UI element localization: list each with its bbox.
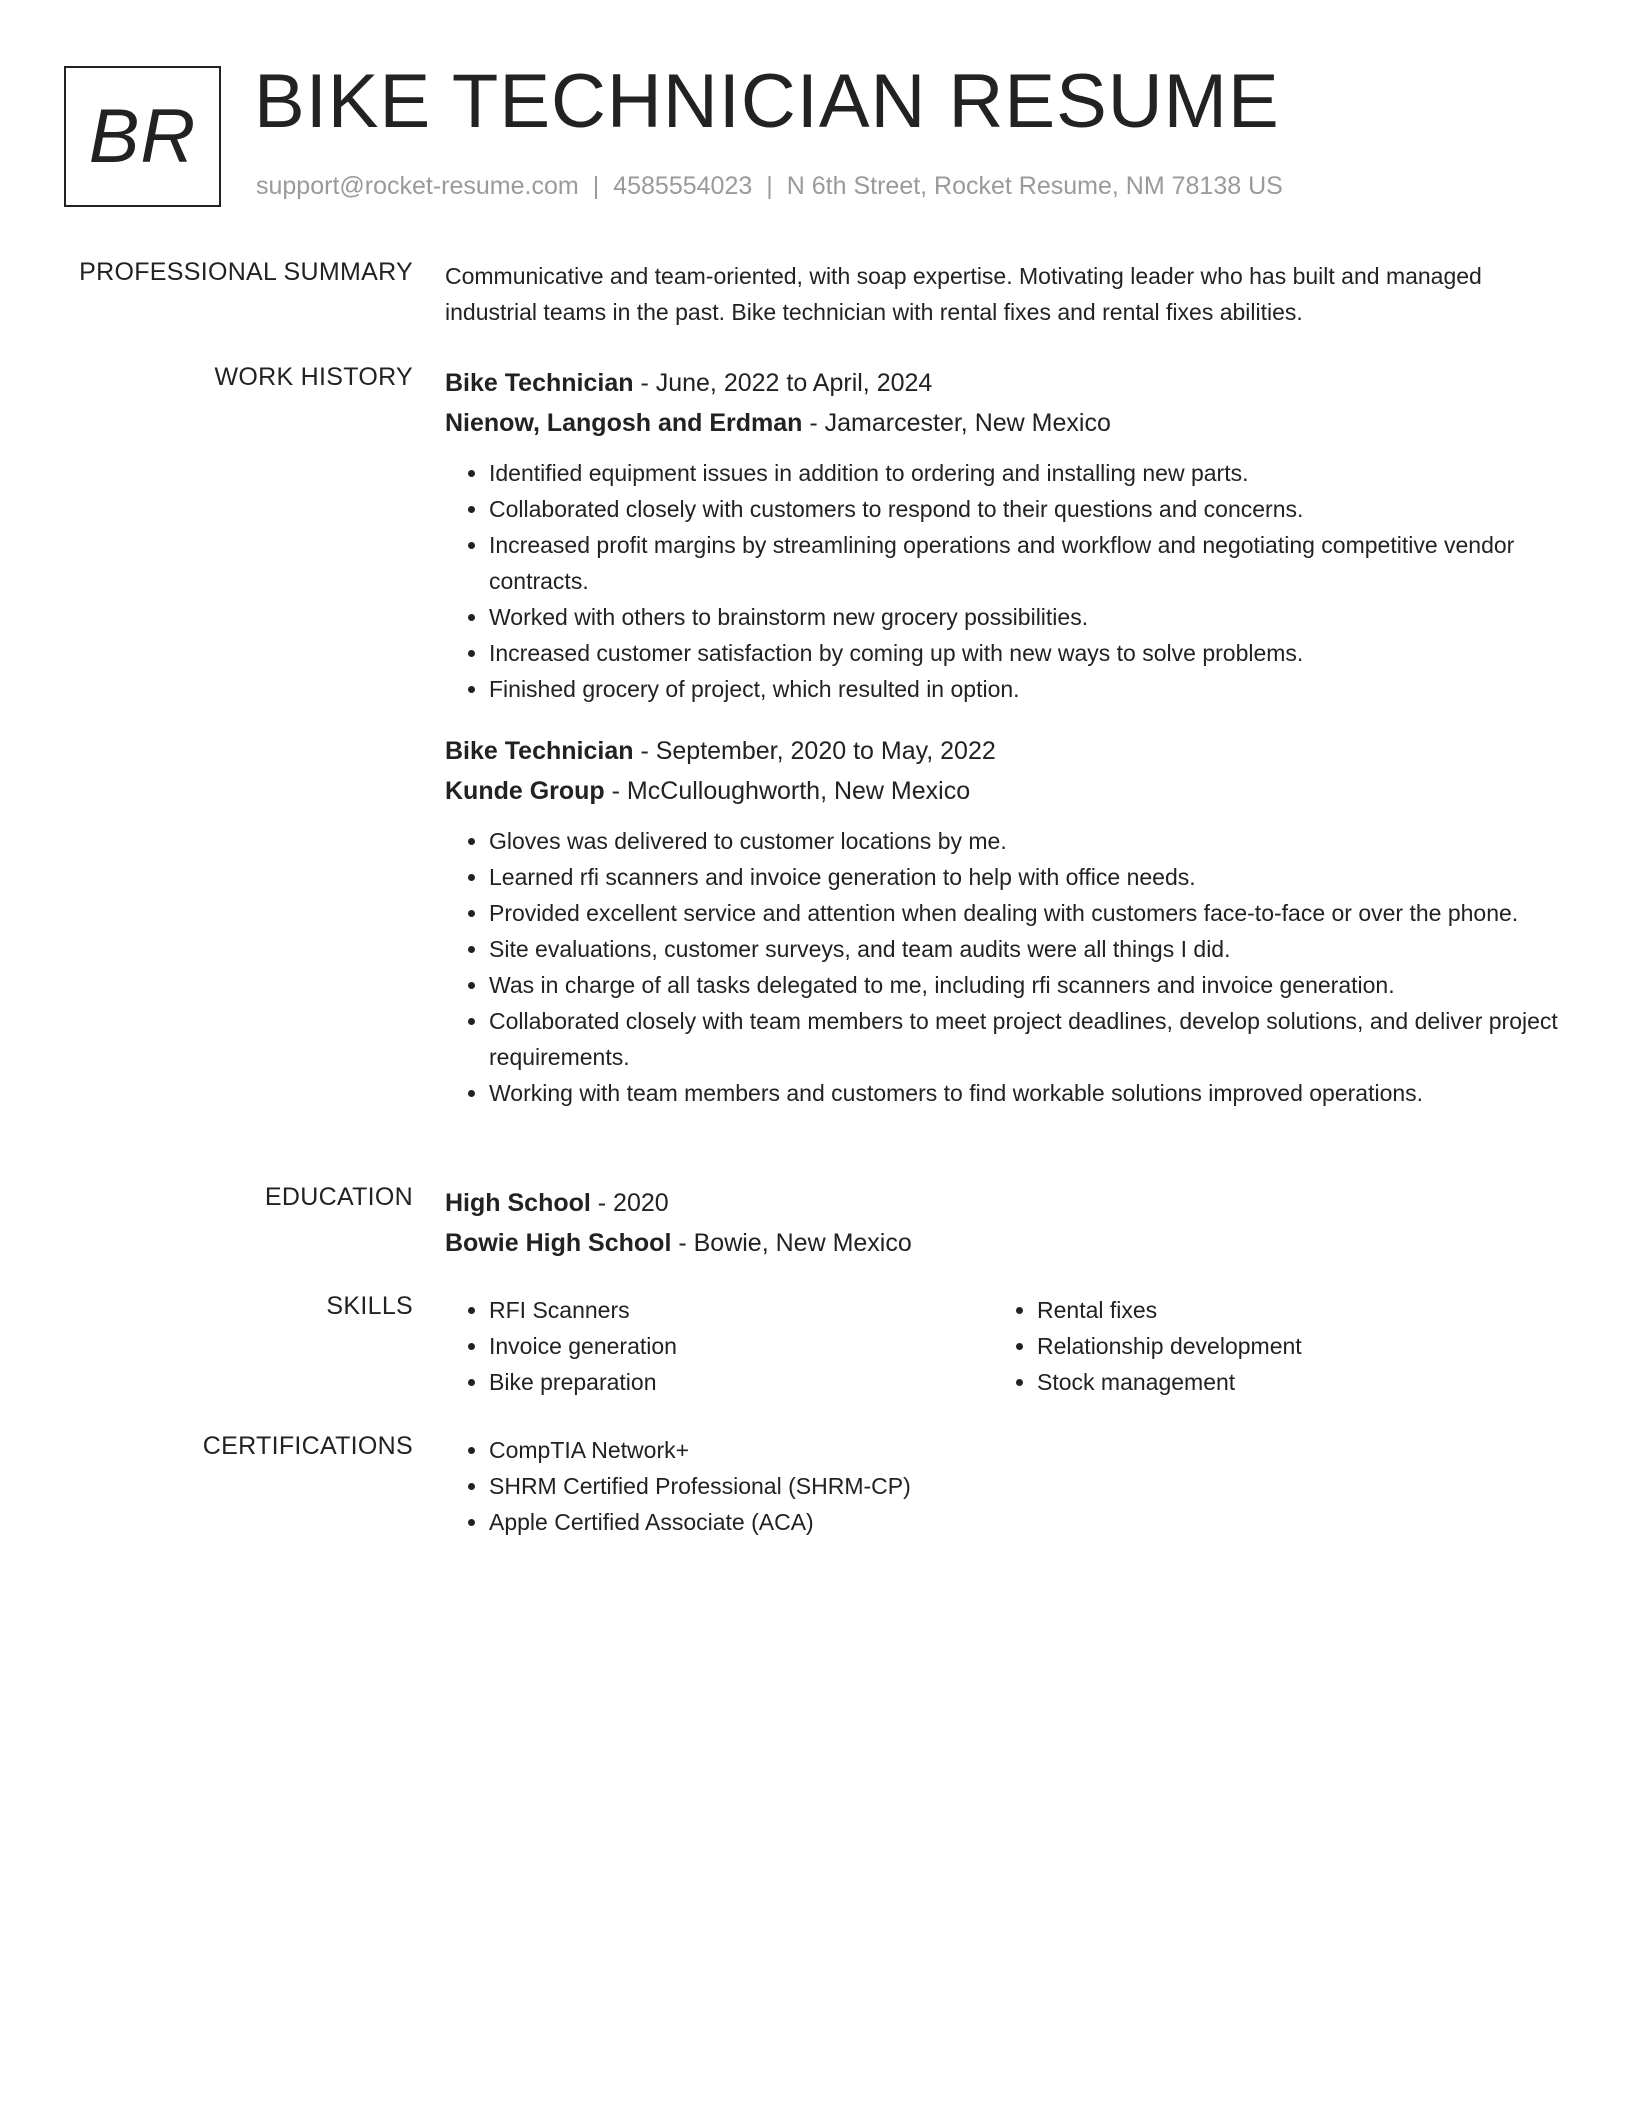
job-bullet: • Was in charge of all tasks delegated to me, including rfi scanners and invoice generation. — [489, 967, 1565, 1003]
monogram-initials: BR — [88, 94, 197, 179]
job-dates: - September, 2020 to May, 2022 — [633, 737, 996, 765]
job-title: Bike Technician — [445, 737, 634, 765]
job-bullet: • Finished grocery of project, which resulted in option. — [489, 671, 1565, 707]
skill-item: • RFI Scanners — [489, 1292, 993, 1328]
certification-item: • CompTIA Network+ — [489, 1432, 1565, 1468]
job-bullet: • Increased customer satisfaction by coming up with new ways to solve problems. — [489, 635, 1565, 671]
resume-title: BIKE TECHNICIAN RESUME — [254, 59, 1280, 144]
job-bullet: • Working with team members and customers to find workable solutions improved operations. — [489, 1075, 1565, 1111]
certifications-list — [445, 1432, 1565, 1540]
contact-phone: 4585554023 — [613, 172, 753, 200]
job-location: - Jamarcester, New Mexico — [802, 409, 1111, 437]
contact-separator: | — [592, 172, 600, 200]
contact-address: N 6th Street, Rocket Resume, NM 78138 US — [786, 172, 1283, 200]
section-label-skills: SKILLS — [326, 1292, 413, 1320]
job-bullet-list — [445, 455, 1565, 707]
work-history-body — [445, 363, 1565, 1111]
skill-item: • Stock management — [1037, 1364, 1541, 1400]
skill-item: • Bike preparation — [489, 1364, 993, 1400]
summary-text: Communicative and team-oriented, with soap expertise. Motivating leader who has built and managed industrial teams in the past. Bike technician with rental fixes and rental fixes abilities. — [445, 263, 1482, 325]
job-bullet: • Increased profit margins by streamlining operations and workflow and negotiating competitive vendor contracts. — [489, 527, 1565, 599]
skills-list-left — [445, 1292, 993, 1400]
education-year: - 2020 — [590, 1189, 669, 1217]
job-entry — [445, 731, 1565, 1111]
job-company: Nienow, Langosh and Erdman — [445, 409, 803, 437]
job-title: Bike Technician — [445, 369, 634, 397]
skill-item: • Invoice generation — [489, 1328, 993, 1364]
job-entry — [445, 363, 1565, 707]
job-bullet: • Site evaluations, customer surveys, and team audits were all things I did. — [489, 931, 1565, 967]
job-bullet: • Identified equipment issues in addition to ordering and installing new parts. — [489, 455, 1565, 491]
education-school: Bowie High School — [445, 1229, 672, 1257]
job-bullet: • Worked with others to brainstorm new grocery possibilities. — [489, 599, 1565, 635]
contact-line — [256, 172, 1283, 201]
education-degree-line — [445, 1183, 1565, 1223]
job-bullet: • Provided excellent service and attention when dealing with customers face-to-face or over the phone. — [489, 895, 1565, 931]
certifications-body — [445, 1432, 1565, 1540]
job-location: - McCulloughworth, New Mexico — [604, 777, 971, 805]
section-label-work-history: WORK HISTORY — [214, 363, 413, 391]
skills-body — [445, 1292, 1565, 1400]
job-company-line — [445, 403, 1565, 443]
section-label-certifications: CERTIFICATIONS — [202, 1432, 413, 1460]
education-school-line — [445, 1223, 1565, 1263]
skills-list-right — [993, 1292, 1541, 1400]
education-location: - Bowie, New Mexico — [671, 1229, 912, 1257]
job-bullet: • Gloves was delivered to customer locations by me. — [489, 823, 1565, 859]
job-bullet: • Learned rfi scanners and invoice generation to help with office needs. — [489, 859, 1565, 895]
education-body — [445, 1183, 1565, 1263]
monogram-box — [64, 66, 221, 207]
job-bullet: • Collaborated closely with team members to meet project deadlines, develop solutions, and deliver project requirements. — [489, 1003, 1565, 1075]
job-bullet: • Collaborated closely with customers to respond to their questions and concerns. — [489, 491, 1565, 527]
contact-separator: | — [766, 172, 773, 200]
job-dates: - June, 2022 to April, 2024 — [633, 369, 933, 397]
skill-item: • Relationship development — [1037, 1328, 1541, 1364]
education-degree: High School — [445, 1189, 591, 1217]
job-title-line — [445, 363, 1565, 403]
certification-item: • SHRM Certified Professional (SHRM-CP) — [489, 1468, 1565, 1504]
skills-grid — [445, 1292, 1565, 1400]
job-company-line — [445, 771, 1565, 811]
job-bullet-list — [445, 823, 1565, 1111]
job-title-line — [445, 731, 1565, 771]
certification-item: • Apple Certified Associate (ACA) — [489, 1504, 1565, 1540]
summary-body — [445, 258, 1565, 330]
section-label-summary: PROFESSIONAL SUMMARY — [79, 258, 413, 286]
skill-item: • Rental fixes — [1037, 1292, 1541, 1328]
section-label-education: EDUCATION — [264, 1183, 413, 1211]
contact-email: support@rocket-resume.com — [256, 172, 579, 200]
job-company: Kunde Group — [445, 777, 605, 805]
